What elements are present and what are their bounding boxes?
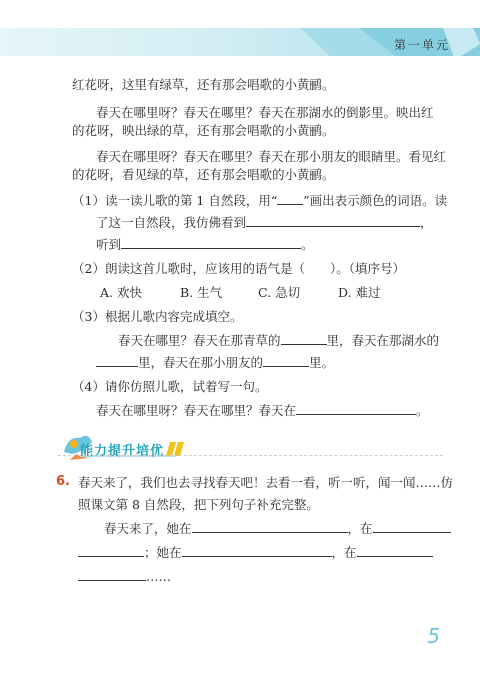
q4-line xyxy=(96,402,429,420)
q2-option-a[interactable]: A. 欢快 xyxy=(100,285,142,300)
q3-text-1b: 里，春天在那湖水的 xyxy=(326,333,440,348)
q6-blank-2[interactable] xyxy=(373,520,451,533)
q1-period: 。 xyxy=(301,237,314,252)
q6-blank-4[interactable] xyxy=(182,544,332,557)
q4-stem: （4）请你仿照儿歌，试着写一句。 xyxy=(72,379,268,394)
q3-text-1a: 春天在哪里？春天在那青草的 xyxy=(118,333,281,348)
section-title: 能力提升培优 xyxy=(80,444,165,459)
section-divider xyxy=(58,455,443,456)
q1-heard-blank[interactable] xyxy=(121,236,301,249)
q6-fill-line-2 xyxy=(78,544,433,562)
passage-line-1: 红花呀，这里有绿草，还有那会唱歌的小黄鹂。 xyxy=(72,77,335,92)
q1-line-1 xyxy=(72,192,447,210)
q6-blank-3[interactable] xyxy=(78,544,144,557)
q3-stem: （3）根据儿歌内容完成填空。 xyxy=(72,309,243,324)
passage-line-5: 的花呀，看见绿的草，还有那会唱歌的小黄鹂。 xyxy=(72,167,335,182)
passage-line-4: 春天在哪里呀？春天在哪里？春天在那小朋友的眼睛里。看见红 xyxy=(96,149,447,164)
q3-text-2a: 里，春天在那小朋友的 xyxy=(138,355,264,370)
q2-option-b[interactable]: B. 生气 xyxy=(180,285,223,300)
q1-heard-label: 听到 xyxy=(96,237,122,252)
q1-line-2 xyxy=(96,214,433,232)
q2-option-c[interactable]: C. 急切 xyxy=(258,285,301,300)
q6-blank-6[interactable] xyxy=(78,568,146,581)
q6-ellipsis: …… xyxy=(146,569,171,584)
q6-line-1: 春天来了，我们也去寻找春天吧！去看一看，听一听，闻一闻……仿 xyxy=(78,475,454,490)
q1-seen-label: 了这一自然段，我仿佛看到 xyxy=(96,215,247,230)
q1-comma: ， xyxy=(420,215,433,230)
passage-line-3: 的花呀，映出绿的草，还有那会唱歌的小黄鹂。 xyxy=(72,123,335,138)
q6-fill-line-3 xyxy=(78,568,171,586)
q1-line-3 xyxy=(96,236,314,254)
q6-fill-text-1a: 春天来了，她在 xyxy=(104,521,192,536)
q4-period: 。 xyxy=(416,403,429,418)
q6-fill-text-2b: ，在 xyxy=(331,545,357,560)
q4-blank[interactable] xyxy=(296,402,416,415)
q6-blank-5[interactable] xyxy=(357,544,433,557)
q6-number: 6. xyxy=(56,474,70,489)
q6-fill-text-1b: ，在 xyxy=(347,521,373,536)
q1-text-b: ”画出表示颜色的词语。读 xyxy=(303,193,448,208)
page-number: 5 xyxy=(427,624,440,648)
q3-blank-2[interactable] xyxy=(96,354,138,367)
q1-underline-blank[interactable] xyxy=(277,192,303,205)
q6-fill-line-1 xyxy=(104,520,451,538)
q6-fill-text-2a: ；她在 xyxy=(144,545,182,560)
q3-text-2b: 里。 xyxy=(309,355,335,370)
passage-line-2: 春天在哪里呀？春天在哪里？春天在那湖水的倒影里。映出红 xyxy=(96,105,434,120)
q6-blank-1[interactable] xyxy=(192,520,348,533)
q1-seen-blank[interactable] xyxy=(246,214,420,227)
unit-label: 第一单元 xyxy=(393,38,450,52)
q4-text: 春天在哪里呀？春天在哪里？春天在 xyxy=(96,403,297,418)
q3-blank-1[interactable] xyxy=(281,332,327,345)
q3-blank-3[interactable] xyxy=(263,354,309,367)
q3-line-1 xyxy=(118,332,439,350)
q2-option-d[interactable]: D. 难过 xyxy=(338,285,381,300)
q3-line-2 xyxy=(96,354,334,372)
q1-text-a: （1）读一读儿歌的第 1 自然段，用“ xyxy=(72,193,278,208)
q2-stem: （2）朗读这首儿歌时，应该用的语气是（ ）。（填序号） xyxy=(72,261,405,276)
q6-line-2: 照课文第 8 自然段，把下列句子补充完整。 xyxy=(78,497,319,512)
